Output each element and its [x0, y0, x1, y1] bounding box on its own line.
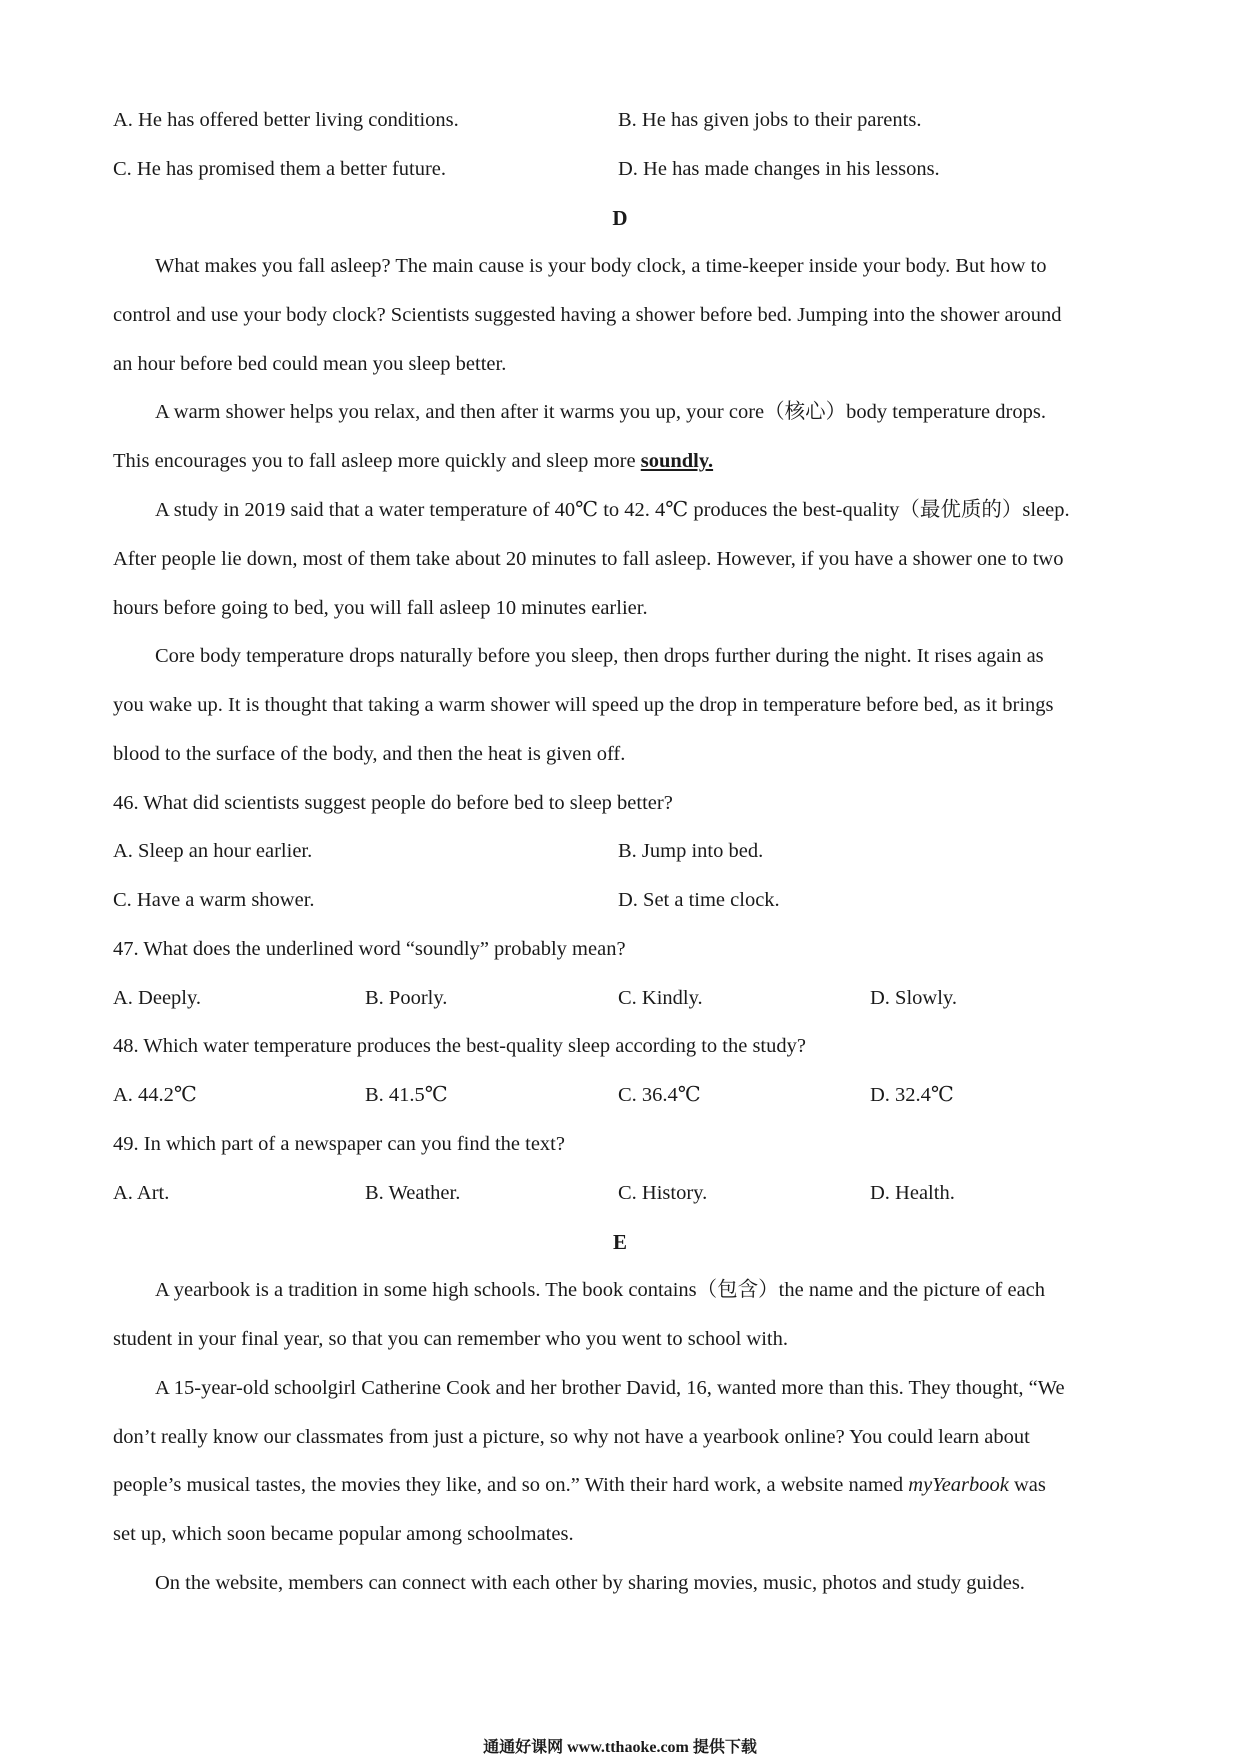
- website-name: myYearbook: [908, 1474, 1009, 1496]
- section-heading-e: E: [612, 1230, 627, 1254]
- passage-d-p2-line1: A warm shower helps you relax, and then after it warms you up, your core（核心）body temperature drops.: [155, 401, 1046, 423]
- q47-question: 47. What does the underlined word “soundly” probably mean?: [113, 938, 626, 960]
- q45-option-d: D. He has made changes in his lessons.: [618, 158, 940, 180]
- passage-e-p3-line1: On the website, members can connect with each other by sharing movies, music, photos and study guides.: [155, 1572, 1025, 1594]
- q49-option-c: C. History.: [618, 1182, 708, 1204]
- passage-e-p2-line3-pre: people’s musical tastes, the movies they like, and so on.” With their hard work, a website named: [113, 1474, 909, 1496]
- q45-option-c: C. He has promised them a better future.: [113, 158, 447, 180]
- q48-option-b: B. 41.5℃: [365, 1084, 448, 1106]
- passage-d-p4-line3: blood to the surface of the body, and then the heat is given off.: [113, 743, 626, 765]
- passage-e-p2-line3: [113, 1475, 1046, 1496]
- q46-option-c: C. Have a warm shower.: [113, 889, 315, 911]
- q47-option-c: C. Kindly.: [618, 987, 703, 1009]
- passage-d-p4-line1: Core body temperature drops naturally before you sleep, then drops further during the night. It rises again as: [155, 645, 1044, 667]
- passage-e-p2-line4: set up, which soon became popular among schoolmates.: [113, 1523, 574, 1545]
- q46-option-a: A. Sleep an hour earlier.: [113, 840, 313, 862]
- passage-e-p2-line3-post: was: [1008, 1474, 1046, 1496]
- passage-e-p2-line1: A 15-year-old schoolgirl Catherine Cook and her brother David, 16, wanted more than this. They thought, “We: [155, 1377, 1065, 1399]
- q48-option-c: C. 36.4℃: [618, 1084, 701, 1106]
- passage-d-p3-line1: A study in 2019 said that a water temperature of 40℃ to 42. 4℃ produces the best-quality（最优质的）sleep.: [155, 499, 1070, 521]
- q49-question: 49. In which part of a newspaper can you find the text?: [113, 1133, 565, 1155]
- q45-option-b: B. He has given jobs to their parents.: [618, 109, 922, 131]
- page-footer: 通通好课网 www.tthaoke.com 提供下载: [483, 1739, 757, 1756]
- passage-d-p1-line1: What makes you fall asleep? The main cause is your body clock, a time-keeper inside your body. But how to: [155, 255, 1047, 277]
- q46-question: 46. What did scientists suggest people do before bed to sleep better?: [113, 792, 673, 814]
- q49-option-b: B. Weather.: [365, 1182, 461, 1204]
- passage-d-p4-line2: you wake up. It is thought that taking a warm shower will speed up the drop in temperature before bed, as it brings: [113, 694, 1054, 716]
- q47-option-d: D. Slowly.: [870, 987, 957, 1009]
- q48-option-d: D. 32.4℃: [870, 1084, 954, 1106]
- q45-option-a: A. He has offered better living conditions.: [113, 109, 459, 131]
- passage-d-p2-line2: [113, 451, 713, 472]
- passage-d-p1-line3: an hour before bed could mean you sleep better.: [113, 353, 507, 375]
- q46-option-d: D. Set a time clock.: [618, 889, 780, 911]
- passage-e-p2-line2: don’t really know our classmates from just a picture, so why not have a yearbook online? You could learn about: [113, 1426, 1030, 1448]
- underlined-word-soundly: soundly.: [640, 450, 714, 472]
- q46-option-b: B. Jump into bed.: [618, 840, 764, 862]
- passage-d-p3-line3: hours before going to bed, you will fall asleep 10 minutes earlier.: [113, 597, 648, 619]
- q48-question: 48. Which water temperature produces the best-quality sleep according to the study?: [113, 1035, 806, 1057]
- q47-option-a: A. Deeply.: [113, 987, 202, 1009]
- passage-d-p2-line2-text: This encourages you to fall asleep more quickly and sleep more: [113, 450, 641, 472]
- passage-e-p1-line1: A yearbook is a tradition in some high schools. The book contains（包含）the name and the picture of each: [155, 1279, 1046, 1301]
- section-heading-d: D: [612, 206, 628, 230]
- passage-d-p1-line2: control and use your body clock? Scientists suggested having a shower before bed. Jumping into the shower around: [113, 304, 1062, 326]
- passage-d-p3-line2: After people lie down, most of them take about 20 minutes to fall asleep. However, if you have a shower one to two: [113, 548, 1064, 570]
- q47-option-b: B. Poorly.: [365, 987, 448, 1009]
- q49-option-d: D. Health.: [870, 1182, 955, 1204]
- passage-e-p1-line2: student in your final year, so that you can remember who you went to school with.: [113, 1328, 788, 1350]
- q49-option-a: A. Art.: [113, 1182, 170, 1204]
- q48-option-a: A. 44.2℃: [113, 1084, 197, 1106]
